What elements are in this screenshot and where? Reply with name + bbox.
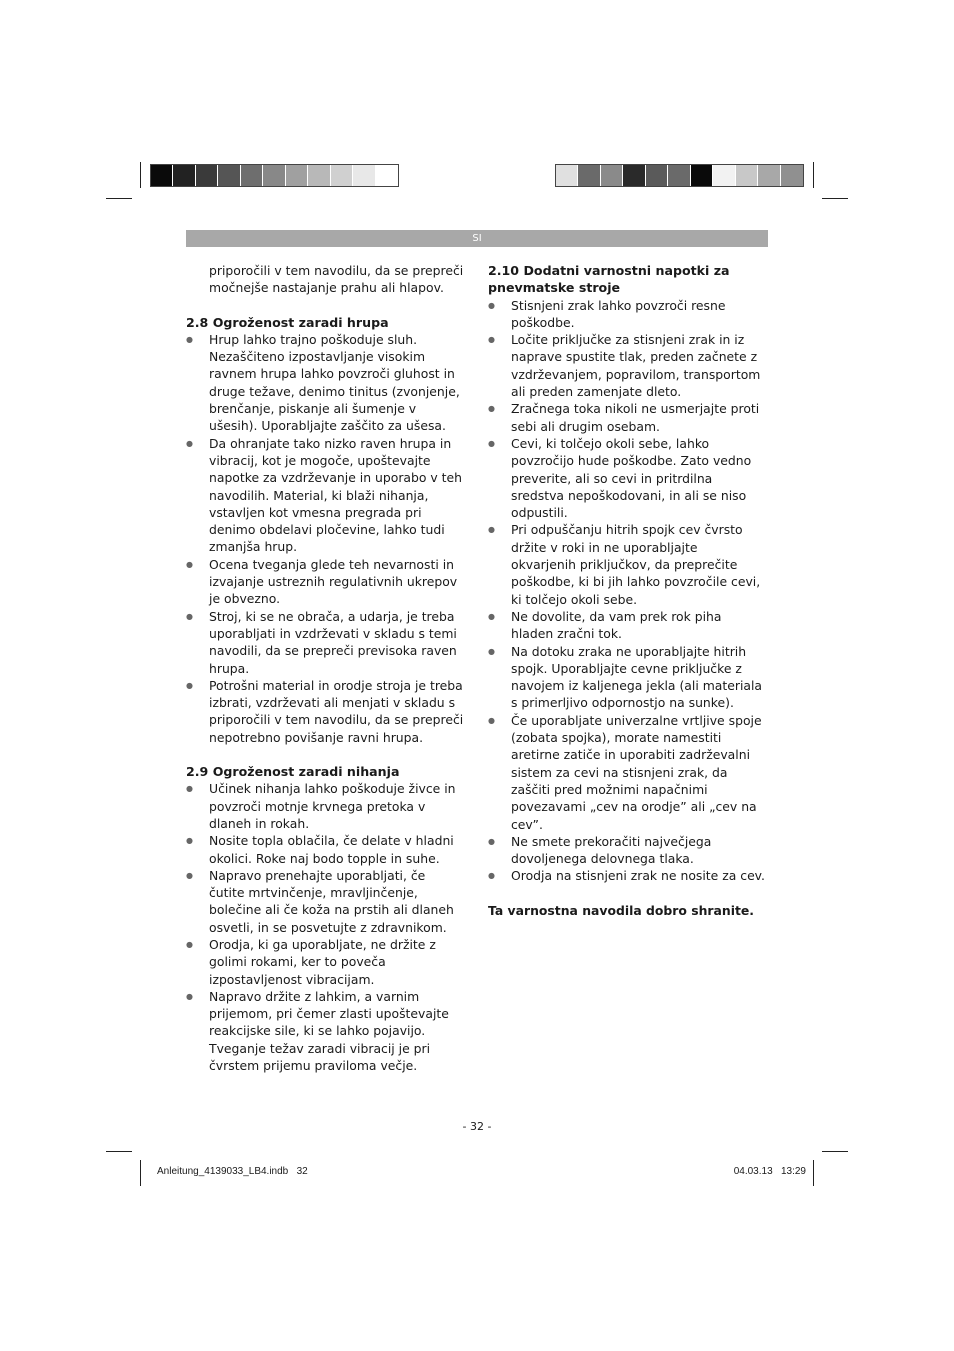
color-swatch [556, 165, 578, 186]
color-swatch [263, 165, 285, 186]
crop-mark [813, 162, 814, 188]
crop-mark [822, 1151, 848, 1152]
color-swatch [151, 165, 173, 186]
color-swatch [668, 165, 690, 186]
language-header-band [186, 230, 768, 247]
crop-mark [106, 1151, 132, 1152]
color-swatch [578, 165, 600, 186]
list-item: ● Na dotoku zraka ne uporabljajte hitrih spojk. Uporabljajte cevne priključke z navojem iz kaljenega jekla (ali materiala s primerljivo odpornostjo na sunke). [488, 643, 766, 712]
list-item: ● Hrup lahko trajno poškoduje sluh. Nezaščiteno izpostavljanje visokim ravnem hrupa lahko povzroči gluhost in druge težave, denimo tinitus (zvonjenje, brenčanje, piskanje ali šumenje v ušesih). Uporabljajte zaščito za ušesa. [186, 331, 464, 435]
section-2-8-list [186, 331, 464, 746]
list-item: ● Da ohranjate tako nizko raven hrupa in vibracij, kot je mogoče, upoštevajte napotke za vzdrževanje in uporabo v teh navodilih. Material, ki blaži nihanja, vstavljen kot vmesna pregrada pri denimo obdelavi pločevine, lahko tudi zmanjša hrup. [186, 435, 464, 556]
color-swatch [353, 165, 375, 186]
list-item: ● Ne dovolite, da vam prek rok piha hladen zračni tok. [488, 608, 766, 643]
list-item: ● Ne smete prekoračiti največjega dovoljenega delovnega tlaka. [488, 833, 766, 868]
crop-mark [140, 162, 141, 188]
right-column [488, 262, 766, 919]
list-item: ● Ocena tveganja glede teh nevarnosti in izvajanje ustreznih regulativnih ukrepov je obvezno. [186, 556, 464, 608]
section-2-9-list [186, 780, 464, 1074]
color-swatch [308, 165, 330, 186]
list-item: ● Če uporabljate univerzalne vrtljive spoje (zobata spojka), morate namestiti aretirne zatiče in uporabiti zadrževalni sistem za cevi na stisnjeni zrak, da zaščiti pred možnimi napačnimi povezavami „cev na orodje” ali „cev na cev”. [488, 712, 766, 833]
list-item: ● Cevi, ki tolčejo okoli sebe, lahko povzročijo hude poškodbe. Zato vedno preverite, ali so cevi in pritrdilna sredstva nepoškodovani, in ali se niso odpustili. [488, 435, 766, 521]
list-item: ● Stisnjeni zrak lahko povzroči resne poškodbe. [488, 297, 766, 332]
footer-datetime: 04.03.13 13:29 [733, 1166, 806, 1177]
intro-text: priporočili v tem navodilu, da se prepreči močnejše nastajanje prahu ali hlapov. [209, 263, 464, 296]
list-item: ● Orodja, ki ga uporabljate, ne držite z golimi rokami, ker to poveča izpostavljenost vibracijam. [186, 936, 464, 988]
list-item: ● Nosite topla oblačila, če delate v hladni okolici. Roke naj bodo topple in suhe. [186, 832, 464, 867]
page-number: - 32 - [462, 1120, 492, 1133]
list-item: ● Napravo prenehajte uporabljati, če čutite mrtvinčenje, mravljinčenje, bolečine ali če koža na prstih ali dlaneh osvetli, in se posvetujte z zdravnikom. [186, 867, 464, 936]
language-code: SI [472, 233, 482, 244]
crop-mark [822, 198, 848, 199]
color-swatch [601, 165, 623, 186]
color-swatch [218, 165, 240, 186]
color-swatch [196, 165, 218, 186]
footer-file-name: Anleitung_4139033_LB4.indb 32 [157, 1166, 308, 1177]
color-calibration-bar-left [150, 164, 399, 187]
color-swatch [173, 165, 195, 186]
color-swatch [286, 165, 308, 186]
section-2-10-title: 2.10 Dodatni varnostni napotki za pnevmatske stroje [488, 263, 730, 296]
crop-mark [140, 1160, 141, 1186]
list-item: ● Potrošni material in orodje stroja je treba izbrati, vzdrževati ali menjati v skladu s priporočili v tem navodilu, da se prepreči nepotrebno povišanje ravni hrupa. [186, 677, 464, 746]
list-item: ● Učinek nihanja lahko poškoduje živce in povzroči motnje krvnega pretoka v dlaneh in rokah. [186, 780, 464, 832]
crop-mark [813, 1160, 814, 1186]
color-calibration-bar-right [555, 164, 804, 187]
color-swatch [241, 165, 263, 186]
list-item: ● Orodja na stisnjeni zrak ne nosite za cev. [488, 867, 766, 884]
left-column [186, 262, 464, 1074]
color-swatch [758, 165, 780, 186]
color-swatch [713, 165, 735, 186]
list-item: ● Pri odpuščanju hitrih spojk cev čvrsto držite v roki in ne uporabljajte okvarjenih priključkov, da preprečite poškodbe, ki bi jih lahko povzročile cevi, ki tolčejo okoli sebe. [488, 521, 766, 607]
section-2-8-title: 2.8 Ogroženost zaradi hrupa [186, 314, 389, 330]
closing-note: Ta varnostna navodila dobro shranite. [488, 902, 754, 918]
color-swatch [376, 165, 398, 186]
color-swatch [691, 165, 713, 186]
section-2-10-list [488, 297, 766, 885]
color-swatch [781, 165, 803, 186]
crop-mark [106, 198, 132, 199]
list-item: ● Zračnega toka nikoli ne usmerjajte proti sebi ali drugim osebam. [488, 400, 766, 435]
color-swatch [623, 165, 645, 186]
color-swatch [331, 165, 353, 186]
list-item: ● Ločite priključke za stisnjeni zrak in iz naprave spustite tlak, preden začnete z vzdrževanjem, popravilom, transportom ali preden zamenjate dleto. [488, 331, 766, 400]
list-item: ● Napravo držite z lahkim, a varnim prijemom, pri čemer zlasti upoštevajte reakcijske sile, ki se lahko pojavijo. Tveganje težav zaradi vibracij je pri čvrstem prijemu praviloma večje. [186, 988, 464, 1074]
section-2-9-title: 2.9 Ogroženost zaradi nihanja [186, 764, 400, 780]
color-swatch [646, 165, 668, 186]
color-swatch [736, 165, 758, 186]
list-item: ● Stroj, ki se ne obrača, a udarja, je treba uporabljati in vzdrževati v skladu s temi navodili, da se prepreči previsoka raven hrupa. [186, 608, 464, 677]
